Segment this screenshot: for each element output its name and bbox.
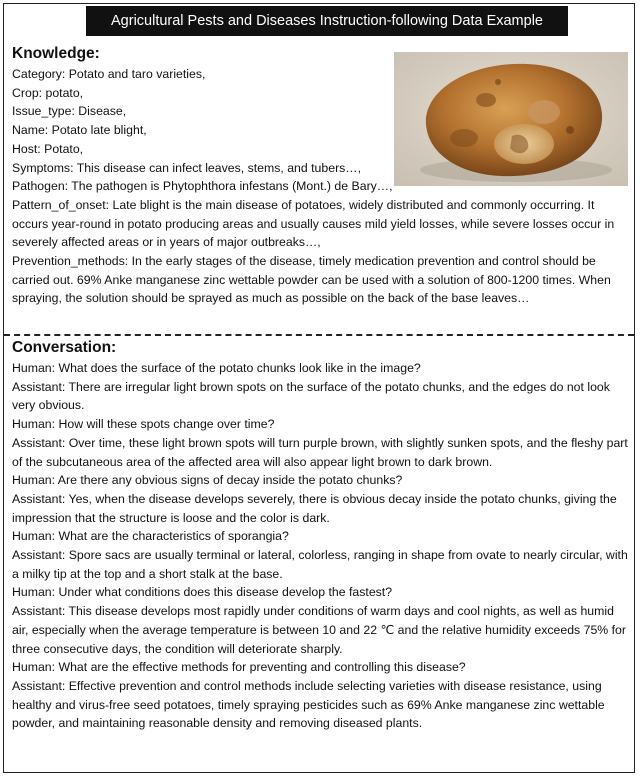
knowledge-heading: Knowledge:	[12, 45, 100, 62]
knowledge-name: Name: Potato late blight,	[12, 123, 147, 138]
conversation-turn: Assistant: Yes, when the disease develops severely, there is obvious decay inside the potato chunks, giving the impression that the structure is loose and the color is dark.	[12, 491, 617, 525]
knowledge-pathogen: Pathogen: The pathogen is Phytophthora infestans (Mont.) de Bary…,	[12, 179, 393, 194]
conversation-turn: Assistant: Effective prevention and control methods include selecting varieties with disease resistance, using healthy and virus-free seed potatoes, timely spraying pesticides such as 69% Anke manganese zinc wettable powder, and maintaining reasonable density and removing diseased plants.	[12, 678, 605, 731]
conversation-turn: Assistant: Spore sacs are usually terminal or lateral, colorless, ranging in shape from ovate to nearly circular, with a milky tip at the top and a short stalk at the base.	[12, 548, 628, 581]
conversation-heading: Conversation:	[12, 339, 117, 356]
conversation-turn: Human: Are there any obvious signs of decay inside the potato chunks?	[12, 473, 403, 488]
conversation-turn: Assistant: Over time, these light brown spots will turn purple brown, with slightly sunken spots, and the fleshy part of the subcutaneous area of the affected area will also appear light brown to dark brown.	[12, 435, 628, 469]
knowledge-host: Host: Potato,	[12, 141, 84, 156]
conversation-turn: Human: What are the characteristics of sporangia?	[12, 529, 289, 544]
section-divider	[4, 334, 634, 336]
conversation-turn: Human: How will these spots change over time?	[12, 417, 275, 432]
knowledge-pattern-of-onset: Pattern_of_onset: Late blight is the main disease of potatoes, widely distributed and commonly occurring. It occurs year-round in potato producing areas and usually causes mild yield losses, while severe losses occur in severely affected areas or in years of major outbreaks…,	[12, 197, 615, 250]
knowledge-crop: Crop: potato,	[12, 85, 84, 100]
page-title: Agricultural Pests and Diseases Instruction-following Data Example	[86, 6, 568, 36]
conversation-section	[12, 338, 630, 733]
conversation-turn: Human: What does the surface of the potato chunks look like in the image?	[12, 361, 421, 375]
knowledge-section	[12, 44, 630, 308]
knowledge-issue-type: Issue_type: Disease,	[12, 104, 127, 119]
conversation-turn: Human: What are the effective methods for preventing and controlling this disease?	[12, 660, 466, 675]
conversation-turn: Assistant: This disease develops most rapidly under conditions of warm days and cool nights, as well as humid air, especially when the average temperature is between 10 and 22 ℃ and the relative humidity exceeds 75% for three consecutive days, the condition will deteriorate sharply.	[12, 604, 626, 656]
conversation-turn: Human: Under what conditions does this disease develop the fastest?	[12, 585, 393, 600]
conversation-turn: Assistant: There are irregular light brown spots on the surface of the potato chunks, and the edges do not look very obvious.	[12, 379, 610, 413]
knowledge-symptoms: Symptoms: This disease can infect leaves, stems, and tubers…,	[12, 160, 362, 175]
knowledge-prevention-methods: Prevention_methods: In the early stages of the disease, timely medication prevention and control should be carried out. 69% Anke manganese zinc wettable powder can be used with a solution of 800-1200 times. When spraying, the solution should be sprayed as much as possible on the back of the base leaves…	[12, 254, 611, 306]
knowledge-category: Category: Potato and taro varieties,	[12, 67, 206, 81]
